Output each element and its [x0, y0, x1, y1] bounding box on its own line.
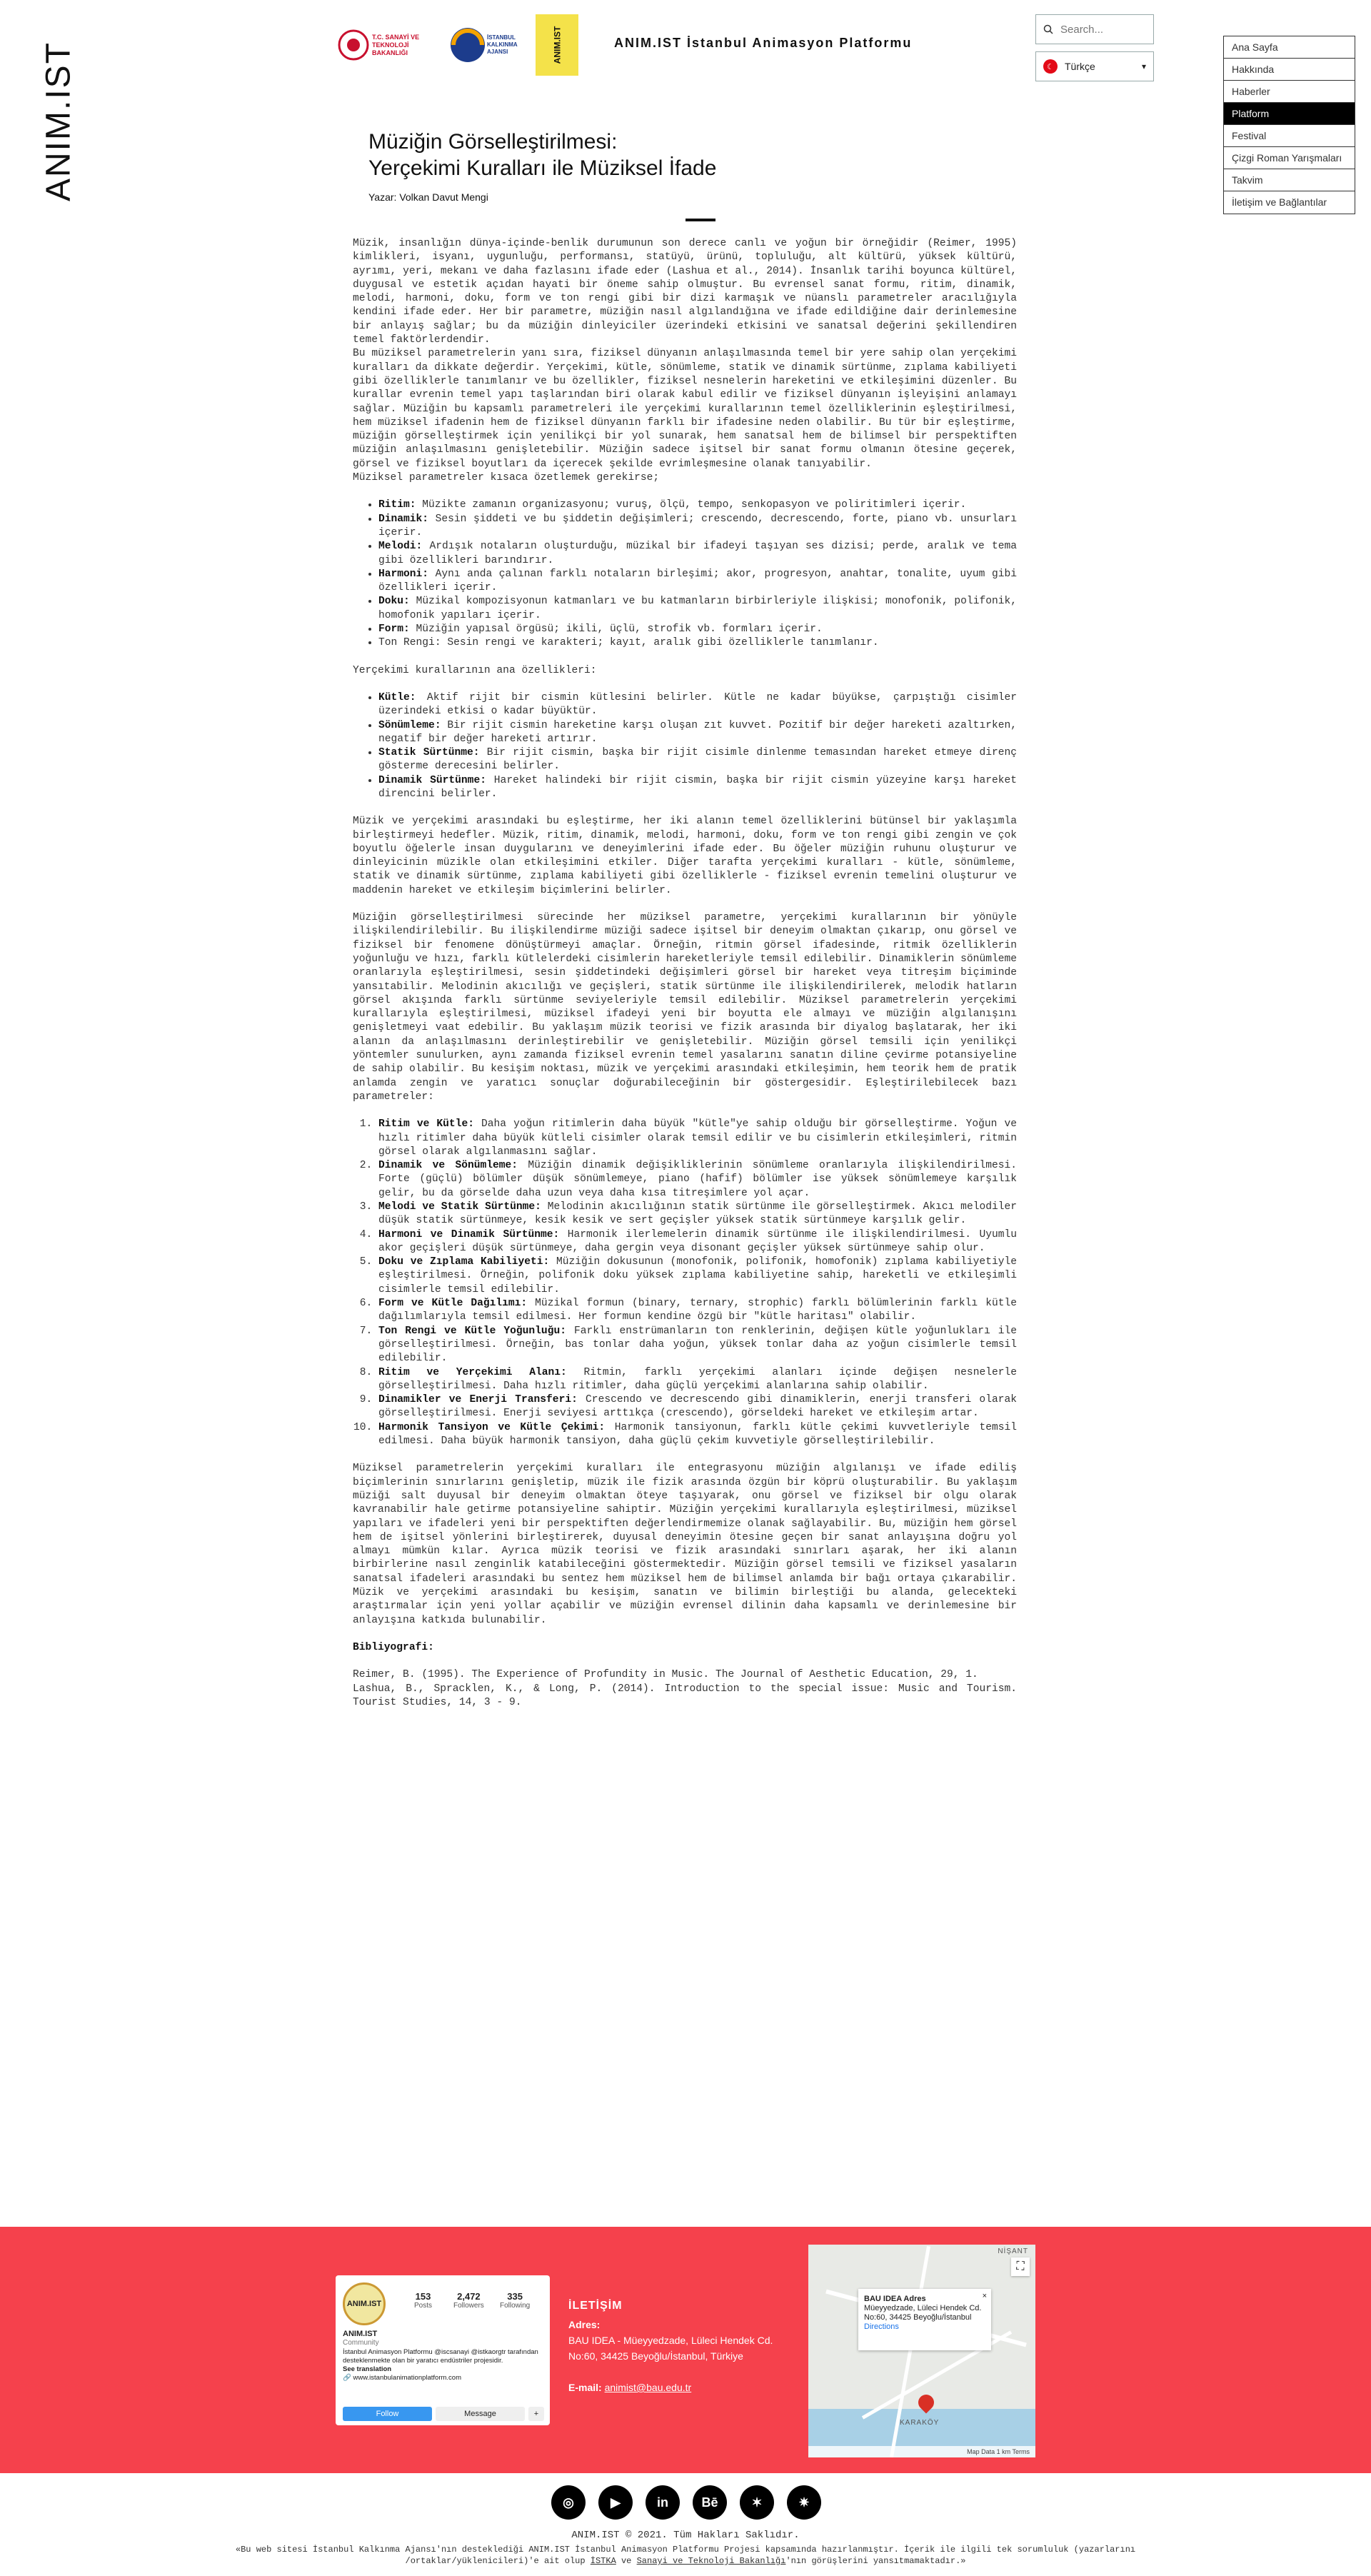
term: Dinamik: [378, 513, 429, 525]
list-item [378, 1297, 1017, 1325]
platform-title: ANIM.IST İstanbul Animasyon Platformu [614, 36, 913, 50]
term: Harmoni ve Dinamik Sürtünme: [378, 1228, 560, 1241]
disclaimer-part2: 'nın görüşlerini yansıtmamaktadır.» [785, 2556, 966, 2566]
paragraph-intro: Müzik, insanlığın dünya-içinde-benlik durumunun son derece canlı ve yoğun bir örneğidir (Reimer, 1995) kimlikleri, isyanı, uygunluğu, performansı, statüyü, ürünü, topluluğu, alt kültürü, yüksek kültürü, ayrımı, yeri, mekanı ve daha fazlasını ifade eder (Lashua et al., 2014). İnsanlık tarihi boyunca kültürel, duygusal ve estetik açıdan hayati bir öneme sahip olmuştur. Bu evrensel sanat formu, ritim, dinamik, melodi, harmoni, doku, form ve ton rengi gibi bir dizi karmaşık ve nüanslı parametreler aracılığıyla kendini ifade eder. Her bir parametre, müziğin nasıl algılandığına ve ifade edildiğine dair derinlemesine bir anlayış sağlar; bu da müziğin dinleyiciler üzerindeki etkisini ve sanatsal değerini şekillendiren temel faktörlerdendir. [353, 238, 1017, 346]
article-author: Yazar: Volkan Davut Mengi [368, 191, 488, 203]
desc: Müziğin dinamik değişikliklerinin sönümleme oranlarıyla ilişkilendirilmesi. Forte (güçlü) bölümler düşük sönümlemeye, piano (hafif) bölümler ise yüksek sönümlemeye karşılık gelir, bu da görselde daha uzun veya daha kısa titreşimlere yol açar. [378, 1160, 1017, 1199]
email-row [568, 2380, 773, 2395]
paragraph-3: Müzik ve yerçekimi arasındaki bu eşleştirme, her iki alanın temel özelliklerini bütünsel bir yaklaşımla birleştirmeyi hedefler. Müzik, ritim, dinamik, melodi, harmoni, doku, form ve ton rengi gibi zengin ve çok boyutlu öğelerle insan duygularını ve deneyimlerini ifade eder. Bu öğeler müziğin ruhunu oluşturur ve dinleyicinin müzikle olan etkileşimini etkiler. Diğer tarafta yerçekimi kuralları - kütle, sönümleme, statik ve dinamik sürtünme, zıplama kabiliyeti gibi özelliklerle - fiziksel evrenin temelini oluşturur ve maddenin hareket ve etkileşim biçimlerini belirler. [353, 816, 1017, 896]
paragraph-5: Müziksel parametrelerin yerçekimi kuralları ile entegrasyonu müziğin algılanışı ve ifade ediliş biçimlerinin sınırlarını genişletip, müzik ile fizik arasında özgün bir köprü oluşturabilir. Bu yaklaşım müziği salt duyusal bir deneyim olmaktan öteye taşıyarak, onu görsel ve fiziksel bir olgu olarak kavranabilir hale getirme potansiyeline sahiptir. Müziğin yerçekimi kurallarıyla eşleştirilmesi, müziksel yapıları ve ifadeleri yeni bir perspektiften değerlendirmemize olanak sağlayabilir. Bu, müziğin hem görsel hem de işitsel yönlerini birleştirerek, duyusal deneyimin ötesine geçen bir sanat anlayışına doğru yol almayı mümkün kılar. Ayrıca müzik teorisi ve fizik arasındaki sınırları aşarak, her iki alanın birbirlerine nasıl zenginlik katabileceğini göstermektedir. Müziğin görsel temsili ve fiziksel yasaların sanatsal ifadeleri arasındaki bu sentez hem müziksel hem de bilimsel anlamda bir bağı ortaya çıkarabilir. Müzik ve yerçekimi arasındaki bu kesişim, sanatın ve bilimin birleştiği bu alanda, gelecekteki araştırmalar için yeni yollar açabilir ve müziğin evrensel dilinin daha kapsamlı ve derinlemesine bir anlayışına katkıda bulunabilir. [353, 1463, 1017, 1626]
ministry-logo-text: T.C. SANAYİ VE TEKNOLOJİ BAKANLIĞI [372, 33, 420, 56]
menu-item-iletisim[interactable]: İletişim ve Bağlantılar [1232, 196, 1327, 208]
desc: Müziğin yapısal örgüsü; ikili, üçlü, strofik vb. formları içerir. [409, 623, 823, 636]
bio-text: İstanbul Animasyon Platformu @iscsanayi @istkaorgtr tarafından desteklenmekte olan bir yaratıcı endüstriler projesidir. [343, 2348, 538, 2365]
list-item [378, 1393, 1017, 1421]
popup-address: Müeyyedzade, Lüleci Hendek Cd. No:60, 34425 Beyoğlu/İstanbul [864, 2304, 982, 2322]
term: Ritim ve Yerçekimi Alanı: [378, 1366, 567, 1378]
desc: Hareket halindeki bir rijit cismin, başka bir rijit cismin yüzeyine karşı hareket direncini belirler. [378, 774, 1017, 800]
main-menu [1223, 36, 1355, 214]
term: Statik Sürtünme: [378, 747, 480, 759]
menu-item-platform[interactable]: Platform [1224, 103, 1355, 125]
see-translation-link[interactable]: See translation [343, 2365, 392, 2373]
ministry-logo[interactable] [336, 20, 443, 70]
email-link[interactable]: animist@bau.edu.tr [604, 2382, 692, 2393]
instagram-name: ANIM.IST [343, 2330, 378, 2338]
term: Dinamik ve Sönümleme: [378, 1160, 518, 1172]
following-stat [500, 2291, 530, 2310]
desc: Müziğin dokusunun (monofonik, polifonik, homofonik) zıplama kabiliyetiyle eşleştirilmesi. Örneğin, polifonik doku yüksek zıplama kabiliyetine sahip, hareketli ve etkileşimli cisimlerle temsil edilebilir. [378, 1256, 1017, 1295]
term: Doku: [378, 596, 410, 608]
copyright: ANIM.IST © 2021. Tüm Hakları Saklıdır. [571, 2530, 800, 2541]
language-selector[interactable] [1035, 51, 1154, 81]
term: Sönümleme: [378, 719, 441, 731]
map-label-top: NİŞANT [998, 2247, 1028, 2255]
desc: Ardışık notaların oluşturduğu, müzikal bir ifadeyi taşıyan ses dizisi; perde, aralık ve tema gibi özellikleri barındırır. [378, 541, 1017, 566]
gravity-params-list [353, 691, 1017, 801]
istka-emblem-icon [450, 24, 486, 66]
animist-header-logo[interactable] [536, 14, 578, 76]
map-popup [858, 2289, 991, 2350]
instagram-link[interactable]: www.istanbulanimationplatform.com [353, 2374, 462, 2382]
term: Ton Rengi ve Kütle Yoğunluğu: [378, 1325, 566, 1337]
map-embed[interactable] [808, 2245, 1035, 2457]
desc: Müzikal formun (binary, ternary, strophic) farklı bölümlerinin farklı kütle dağılımlarıyla temsil edilmesi. Her formun kendine özgü bir "kütle haritası" olabilir. [378, 1298, 1017, 1323]
desc: Crescendo ve decrescendo gibi dinamiklerin, enerji transferi olarak görselleştirilmesi. Enerji seviyesi arttıkça (crescendo), görseldeki hareket ve etkileşim artar. [378, 1394, 1017, 1420]
followers-stat [453, 2291, 484, 2310]
following-count: 335 [507, 2291, 523, 2302]
avatar[interactable]: ANIM.IST [343, 2282, 386, 2325]
follow-button[interactable]: Follow [343, 2407, 432, 2421]
desc: Ritmin, farklı yerçekimi alanları içinde değişen nesnelerle görselleştirilmesi. Daha hızlı ritimler, daha güçlü yerçekimi alanlarına sahip olabilir. [378, 1366, 1017, 1392]
map-attribution: Map Data 1 km Terms [808, 2446, 1035, 2457]
term: Doku ve Zıplama Kabiliyeti: [378, 1256, 550, 1268]
desc: Aktif rijit bir cismin kütlesini belirler. Kütle ne kadar büyükse, çarpıştığı cisimler üzerindeki etkisi o kadar büyüktür. [378, 691, 1017, 718]
term: Form ve Kütle Dağılımı: [378, 1298, 528, 1310]
behance-icon[interactable]: Bē [693, 2485, 727, 2520]
pairings-list [353, 1118, 1017, 1448]
search-icon[interactable] [1043, 24, 1053, 34]
list-item [378, 719, 1017, 747]
article-body [353, 237, 1017, 1710]
menu-item-cizgi-roman[interactable]: Çizgi Roman Yarışmaları [1224, 147, 1355, 169]
list-item [378, 1201, 1017, 1228]
term: Kütle: [378, 691, 416, 703]
language-label: Türkçe [1065, 61, 1095, 72]
instagram-widget[interactable] [336, 2275, 550, 2425]
list-item [378, 568, 1017, 596]
list-item [378, 513, 1017, 541]
list-item [378, 636, 1017, 650]
list-item [378, 746, 1017, 774]
ministry-emblem-icon [338, 29, 369, 61]
bibliography-entry: Lashua, B., Spracklen, K., & Long, P. (2014). Introduction to the special issue: Music and Tourism. Tourist Studies, 14, 3 - 9. [353, 1683, 1017, 1708]
menu-item-haberler[interactable]: Haberler [1224, 81, 1355, 103]
istka-logo[interactable] [450, 20, 521, 70]
list-item [378, 1256, 1017, 1297]
title-divider [686, 219, 715, 221]
term: Dinamikler ve Enerji Transferi: [378, 1394, 578, 1406]
list-item [378, 623, 1017, 636]
desc: Melodinin akıcılığının statik sürtünme ile görselleştirmek. Akıcı melodiler düşük statik sürtünmeye, kesik kesik ve sert geçişler yüksek statik sürtünmeye karşılık gelir. [378, 1201, 1018, 1227]
contact-heading: İLETİŞİM [568, 2300, 623, 2312]
list-item [378, 595, 1017, 623]
menu-item-festival[interactable]: Festival [1224, 125, 1355, 147]
article-title-line2: Yerçekimi Kuralları ile Müziksel İfade [368, 156, 717, 180]
list-item [378, 1421, 1017, 1449]
side-logo[interactable] [37, 36, 80, 207]
email-label: E-mail: [568, 2382, 602, 2393]
list-item [378, 691, 1017, 719]
posts-stat [414, 2291, 432, 2310]
animist-icon-1[interactable]: ✶ [740, 2485, 774, 2520]
link-icon: 🔗 [343, 2374, 353, 2382]
desc: Bir rijit cismin, başka bir rijit cisimle dinlenme temasından hareket etmeye direnç gösterme derecesini belirler. [378, 747, 1017, 773]
message-button[interactable]: Message [436, 2407, 525, 2421]
article-title [368, 129, 716, 181]
linkedin-icon[interactable]: in [646, 2485, 680, 2520]
desc: Aynı anda çalınan farklı notaların birleşimi; akor, progresyon, anahtar, tonalite, uyum gibi özellikleri içerir. [378, 568, 1017, 594]
list-item [378, 1325, 1017, 1366]
popup-title: BAU IDEA Adres [864, 2295, 926, 2303]
list-item [378, 1159, 1017, 1201]
term: Ritim ve Kütle: [378, 1118, 474, 1131]
desc: Müzikal kompozisyonun katmanları ve bu katmanların birbirleriyle ilişkisi; monofonik, polifonik, homofonik yapıları içerir. [378, 596, 1017, 621]
list-item [378, 1118, 1017, 1159]
desc: Bir rijit cismin hareketine karşı oluşan zıt kuvvet. Pozitif bir değer hareketi azaltırken, negatif bir değer hareketi artırır. [378, 719, 1017, 745]
followers-count: 2,472 [457, 2291, 481, 2302]
search-input[interactable] [1059, 23, 1147, 36]
map-label-bottom: KARAKÖY [900, 2419, 940, 2427]
list-item [378, 774, 1017, 802]
desc: Ton Rengi: Sesin rengi ve karakteri; kayıt, aralık gibi özelliklerle tanımlanır. [378, 637, 879, 649]
posts-count: 153 [415, 2291, 431, 2302]
term: Harmoni: [378, 568, 429, 580]
article-title-line1: Müziğin Görselleştirilmesi: [368, 130, 618, 154]
term: Ritim: [378, 499, 416, 511]
contact-block [568, 2298, 773, 2395]
desc: Sesin şiddeti ve bu şiddetin değişimleri; crescendo, decrescendo, forte, piano vb. unsurları içerir. [378, 513, 1017, 538]
instagram-bio [343, 2348, 543, 2382]
followers-label: Followers [453, 2302, 484, 2310]
ministry-link[interactable]: Sanayi ve Teknoloji Bakanlığı [636, 2556, 786, 2566]
animist-header-logo-text: ANIM.IST [551, 26, 562, 64]
turkey-flag-icon: ☾ [1043, 59, 1058, 74]
instagram-category: Community [343, 2339, 379, 2347]
address-label: Adres: [568, 2319, 601, 2330]
youtube-icon[interactable]: ▶ [598, 2485, 633, 2520]
paragraph-gravity-intro: Yerçekimi kurallarının ana özellikleri: [353, 664, 597, 676]
desc: Daha yoğun ritimlerin daha büyük "kütle"ye sahip olduğu bir görselleştirme. Yoğun ve hızlı ritimler daha büyük kütleli cisimler olarak temsil edilir ve bu cisimlerin etkileşimleri, ritmin görsel olarak algılanmasını sağlar. [378, 1118, 1017, 1158]
add-user-button[interactable]: + [528, 2407, 544, 2421]
animist-icon-2[interactable]: ✷ [787, 2485, 821, 2520]
header [336, 14, 1164, 79]
term: Melodi: [378, 541, 423, 553]
directions-link[interactable]: Directions [864, 2322, 899, 2331]
social-links [551, 2485, 821, 2520]
bibliography-title-text: Bibliyografi: [353, 1641, 434, 1653]
paragraph-4: Müziğin görselleştirilmesi sürecinde her müziksel parametre, yerçekimi kurallarının bir yönüyle ilişkilendirilebilir. Bu ilişkilendirme müziği sadece işitsel bir deneyim olmaktan çıkarıp, onu görsel ve fiziksel bir fenomene dönüştürmeyi amaçlar. Örneğin, ritmin görsel ifadesinde, ritmik özelliklerin yoğunluğu ve hızı, farklı kütlelerdeki cisimlerin hareketleriyle temsil edilebilir. Dinamiklerin sönümleme oranlarıyla eşleştirilmesi, sesin şiddetindeki değişimleri görsel bir hareket veya titreşim biçiminde yansıtabilir. Melodinin akıcılığı ve geçişleri, statik sürtünme ile ilişkilendirilerek, melodik hatların görsel akışında farklı sürtünme seviyeleriyle temsil edilebilir. Müziksel parametrelerin yerçekimi kurallarıyla eşleştirilmesi, müziksel ifadeyi yeni bir boyutta ele almayı ve müziğin algılanışını genişletmeyi vaat edebilir. Bu yaklaşım müzik teorisi ve fizik arasında bir diyalog başlatarak, her iki alanın da anlaşılmasını derinleştirebilir ve genişletebilir. Müziğin görsel temsili için yenilikçi yöntemler sunulurken, aynı zamanda fiziksel evrenin temel yasalarını sanatın diline çevirme potansiyeline de sahip olabilir. Bu kesişim noktası, müzik ve yerçekimi arasındaki etkileşimin, hem teorik hem de pratik anlamda zengin ve yaratıcı sonuçlar doğurabileceğinin bir göstergesidir. Eşleştirilebilecek bazı parametreler: [353, 912, 1017, 1103]
desc: Müzikte zamanın organizasyonu; vuruş, ölçü, tempo, senkopasyon ve poliritimleri içerir. [416, 499, 967, 511]
close-icon[interactable]: × [982, 2292, 987, 2300]
menu-item-ana-sayfa[interactable]: Ana Sayfa [1224, 36, 1355, 59]
following-label: Following [500, 2302, 531, 2310]
istka-link[interactable]: İSTKA [590, 2556, 616, 2566]
disclaimer-and: ve [616, 2556, 637, 2566]
menu-item-hakkinda[interactable]: Hakkında [1224, 59, 1355, 81]
list-item [378, 540, 1017, 568]
term: Dinamik Sürtünme: [378, 774, 486, 786]
side-logo-text: ANIM.IST [39, 41, 78, 202]
desc: Farklı enstrümanların ton renklerinin, değişen kütle yoğunlukları ile görselleştirilmesi. Örneğin, bas tonlar daha yoğun, yüksek tonlar daha az yoğun cisimlerle temsil edilebilir. [378, 1325, 1017, 1365]
bibliography-entry: Reimer, B. (1995). The Experience of Profundity in Music. The Journal of Aesthetic Education, 29, 1. [353, 1669, 978, 1681]
paragraph-params-intro: Müziksel parametreler kısaca özetlemek gerekirse; [353, 472, 660, 484]
footer [0, 2227, 1371, 2473]
term: Melodi ve Statik Sürtünme: [378, 1201, 541, 1213]
music-params-list [353, 498, 1017, 650]
posts-label: Posts [414, 2302, 433, 2310]
fullscreen-icon[interactable]: ⛶ [1011, 2257, 1030, 2276]
menu-item-takvim[interactable]: Takvim [1224, 169, 1355, 191]
instagram-icon[interactable]: ◎ [551, 2485, 586, 2520]
disclaimer [214, 2544, 1157, 2567]
list-item [378, 1228, 1017, 1256]
desc: Harmonik tansiyonun, farklı kütle çekimi kuvvetleriyle temsil edilmesi. Daha büyük harmonik tansiyon, daha güçlü çekim kuvvetiyle görselleştirilebilir. [378, 1421, 1017, 1448]
address-line1: BAU IDEA - Müeyyedzade, Lüleci Hendek Cd. [568, 2335, 773, 2346]
term: Harmonik Tansiyon ve Kütle Çekimi: [378, 1421, 606, 1433]
address-line2: No:60, 34425 Beyoğlu/İstanbul, Türkiye [568, 2350, 743, 2362]
bibliography-title [353, 1641, 1017, 1655]
paragraph-intro-2: Bu müziksel parametrelerin yanı sıra, fiziksel dünyanın anlaşılmasında temel bir yere sahip olan yerçekimi kuralları da dikkate değerdir. Yerçekimi, kütle, sönümleme, statik ve dinamik sürtünme, zıplama kabiliyeti gibi özelliklerle tanımlanır ve bu özellikler, fiziksel nesnelerin hareketini ve etkileşimini düzenler. Bu kurallar evrenin temel yapı taşlarından biri olarak kabul edilir ve fiziksel dünyanın işleyişini anlamayı sağlar. Müziğin bu kapsamlı parametreleri ile yerçekimi kurallarının temel özelliklerinin eşleştirilmesi, hem müziksel ifadenin hem de fiziksel dünyanın farklı bir ifadesine neden olabilir. Bu tür bir eşleştirme, müziğin görselleştirmek için yenilikçi bir yol sunarak, hem sanatsal hem de bilimsel bir perspektiften müziğin anlaşılmasını genişletebilir. Müziğin sadece işitsel bir sanat formu olmanın ötesine geçerek, görsel ve fiziksel boyutları da içerecek şekilde evrimleşmesine olanak tanıyabilir. [353, 348, 1017, 470]
istka-logo-text: İSTANBUL KALKINMA AJANSI [487, 34, 518, 55]
chevron-down-icon: ▾ [1141, 61, 1146, 71]
term: Form: [378, 623, 410, 636]
disclaimer-part1: «Bu web sitesi İstanbul Kalkınma Ajansı'nın desteklediği ANIM.IST İstanbul Animasyon Platformu Projesi kapsamında hazırlanmıştır. İçerik ile ilgili tek sorumluluk (yazarlarını /ortaklar/yüklenicileri)'e ait olup [235, 2545, 1136, 2566]
list-item [378, 1366, 1017, 1394]
list-item [378, 498, 1017, 512]
desc: Harmonik ilerlemelerin dinamik sürtünme ile ilişkilendirilmesi. Uyumlu akor geçişleri düşük sürtünmeye, daha gergin veya disonant geçişler yüksek sürtünmeye sahip olur. [378, 1228, 1017, 1254]
search-box[interactable] [1035, 14, 1154, 44]
